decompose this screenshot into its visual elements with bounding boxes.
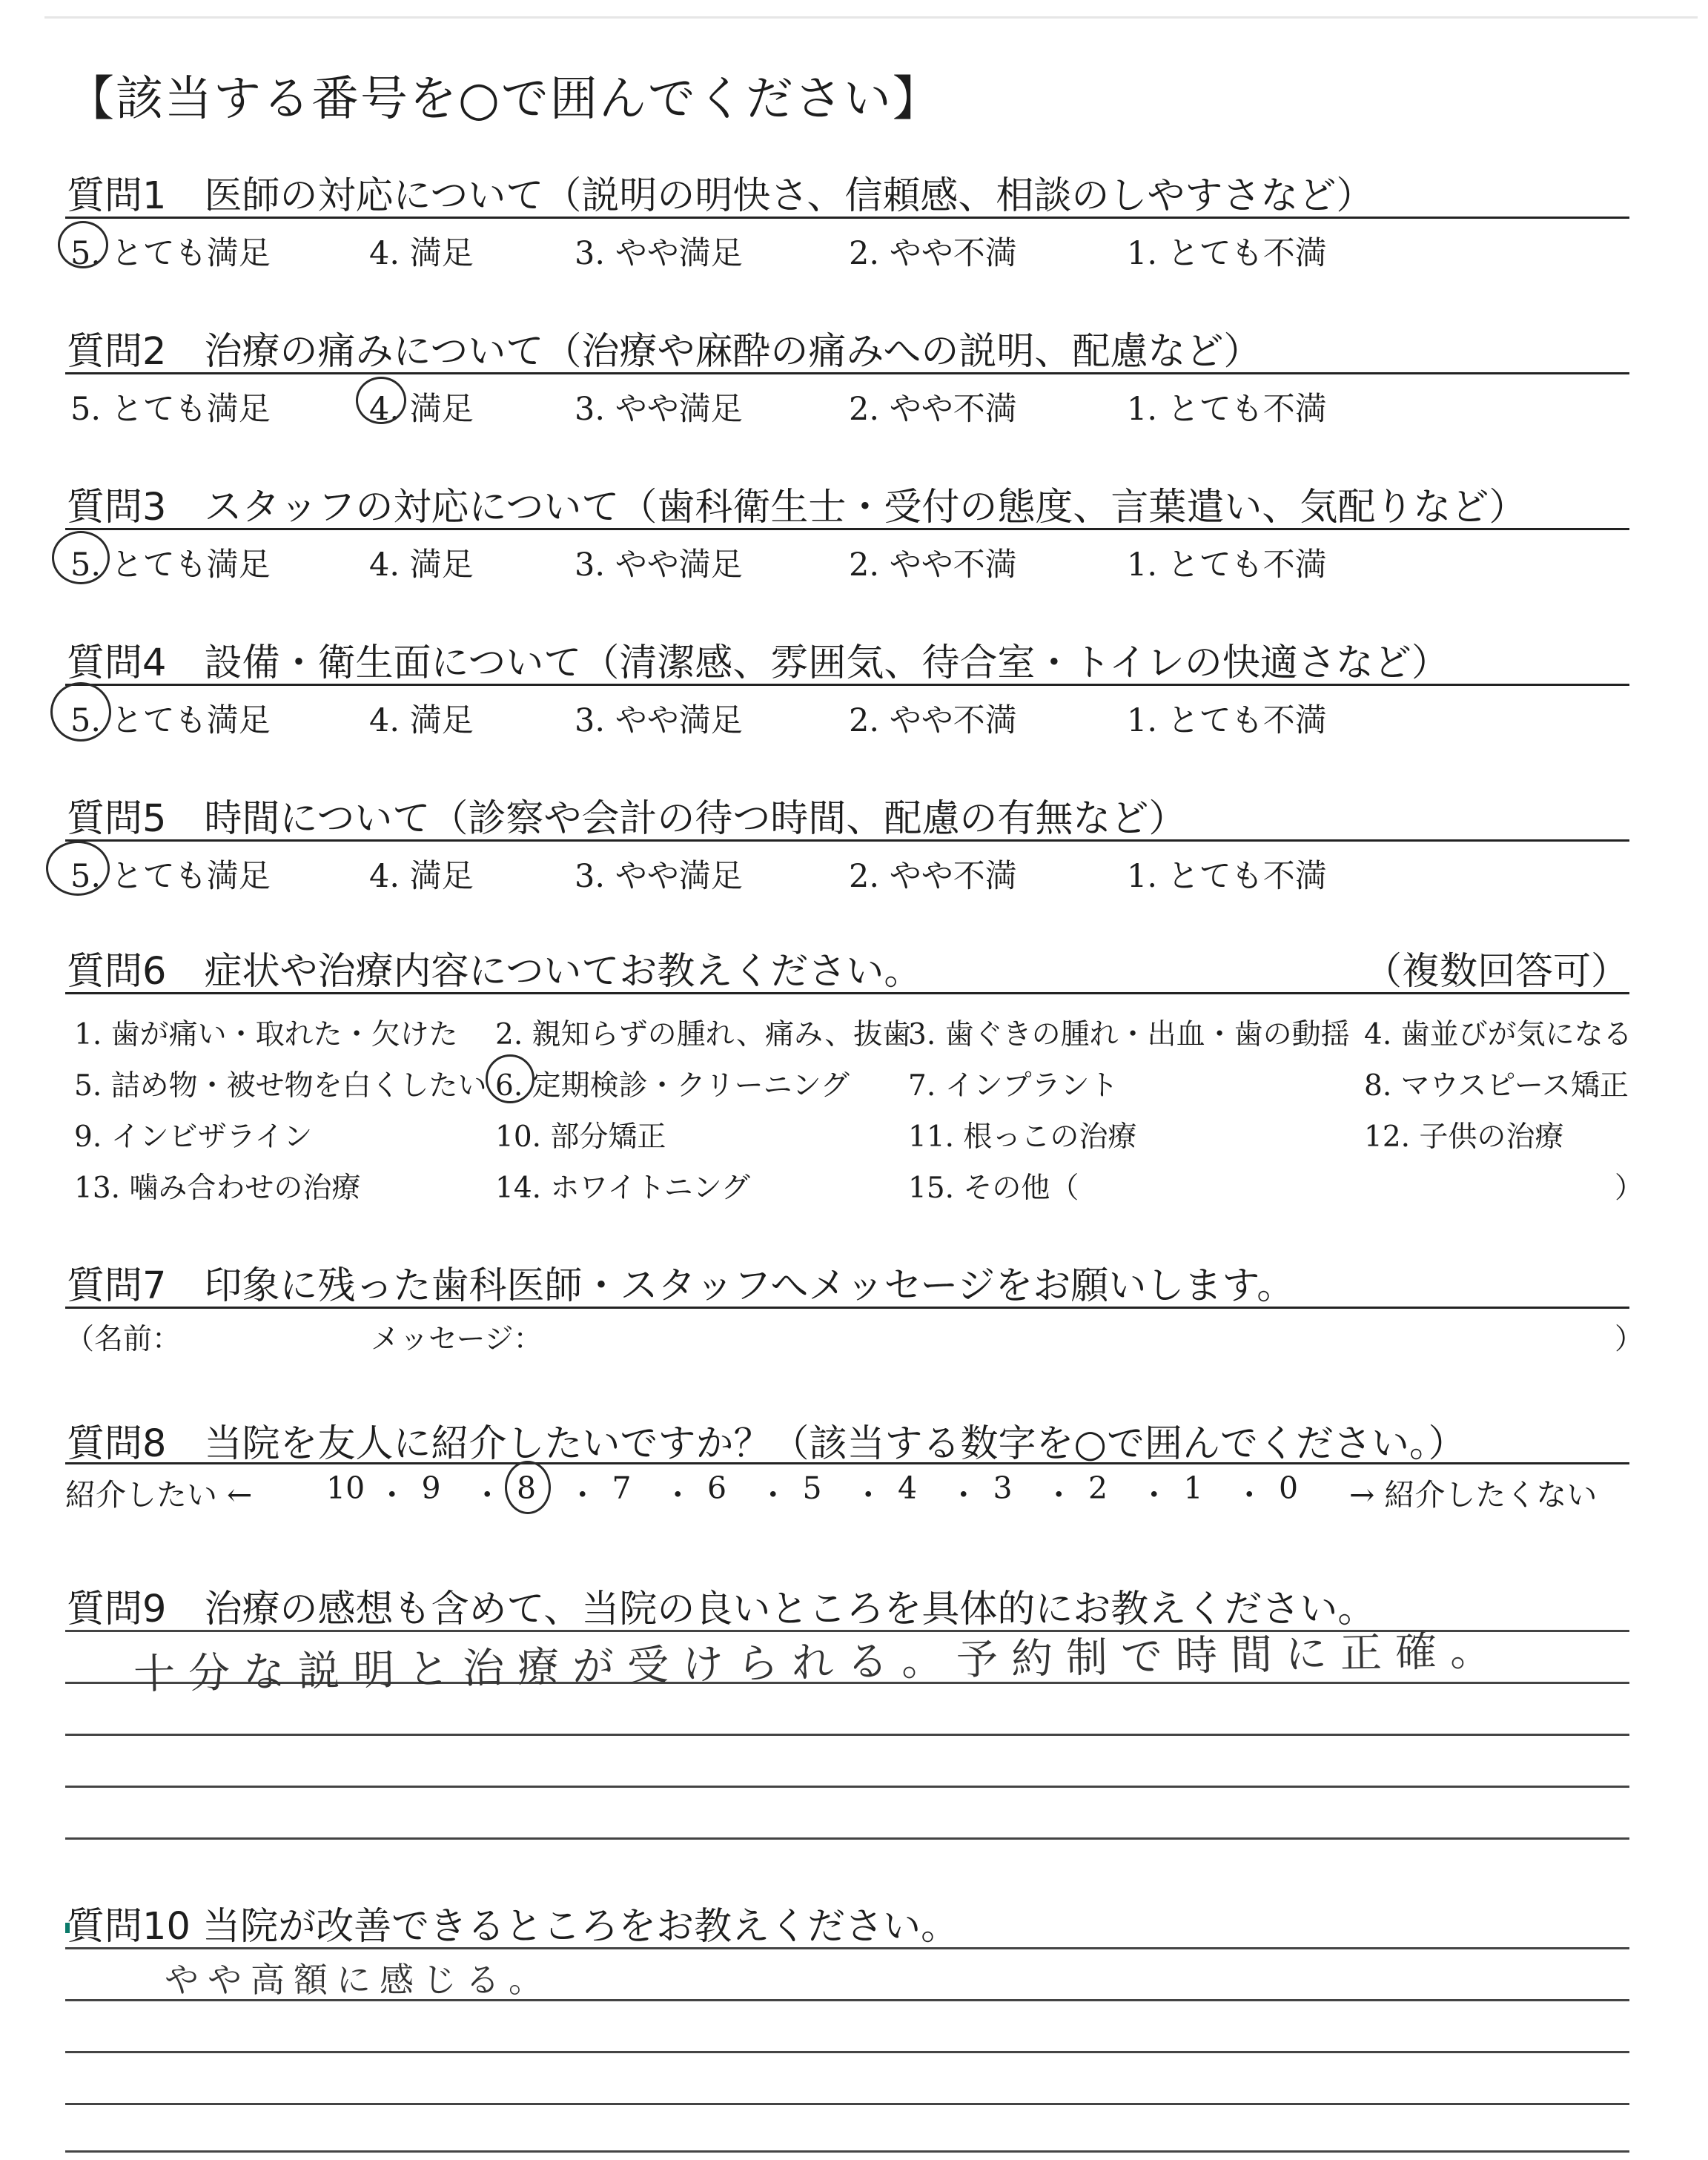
q10-line-5 (65, 2150, 1629, 2153)
question-4-rule (65, 684, 1629, 686)
q3-option-1[interactable]: 1. とても不満 (1127, 546, 1327, 584)
q7-message-label: メッセージ： (371, 1323, 543, 1356)
q8-selection-circle (505, 1461, 551, 1514)
q8-scale-separator: ・ (948, 1477, 979, 1513)
question-5-title: 質問5 時間について（診察や会計の待つ時間、配慮の有無など） (67, 797, 1187, 841)
q6-option-10[interactable]: 10. 部分矯正 (495, 1120, 666, 1154)
q2-option-3[interactable]: 3. やや満足 (575, 391, 743, 428)
top-edge (44, 16, 1698, 19)
question-3-title: 質問3 スタッフの対応について（歯科衛生士・受付の態度、言葉遣い、気配りなど） (67, 486, 1527, 529)
question-8-title: 質問8 当院を友人に紹介したいですか？（該当する数字を○で囲んでください。） (67, 1422, 1466, 1466)
q6-option-5[interactable]: 5. 詰め物・被せ物を白くしたい (74, 1069, 487, 1103)
q5-option-3[interactable]: 3. やや満足 (575, 858, 743, 895)
q6-other-close-paren: ） (1615, 1172, 1644, 1205)
question-5-rule (65, 839, 1629, 842)
question-6-title: 質問6 症状や治療内容についてお教えください。 (67, 950, 922, 994)
q6-option-2[interactable]: 2. 親知らずの腫れ、痛み、抜歯 (495, 1018, 912, 1051)
question-2-rule (65, 372, 1629, 374)
q3-option-5[interactable]: 5. とても満足 (70, 546, 271, 584)
q2-option-5[interactable]: 5. とても満足 (70, 391, 271, 428)
q8-scale-separator: ・ (1234, 1477, 1265, 1513)
q6-option-8[interactable]: 8. マウスピース矯正 (1364, 1069, 1629, 1103)
q8-scale-9[interactable]: 9 (421, 1470, 441, 1506)
question-6-note: （複数回答可） (1364, 950, 1629, 994)
q8-scale-0[interactable]: 0 (1279, 1470, 1299, 1506)
question-1-rule (65, 217, 1629, 219)
q2-option-4[interactable]: 4. 満足 (369, 391, 474, 428)
q8-scale-separator: ・ (758, 1477, 789, 1513)
q6-option-9[interactable]: 9. インビザライン (74, 1120, 313, 1154)
q8-scale-separator: ・ (567, 1477, 598, 1513)
question-6-rule (65, 992, 1629, 994)
q8-scale-separator: ・ (1139, 1477, 1170, 1513)
q8-scale-8[interactable]: 8 (517, 1470, 537, 1506)
q6-option-7[interactable]: 7. インプラント (908, 1069, 1119, 1103)
q6-option-15[interactable]: 15. その他（ (908, 1172, 1079, 1205)
q3-selection-circle (52, 531, 110, 584)
q5-selection-circle (46, 841, 110, 896)
q8-scale-separator: ・ (471, 1477, 503, 1513)
q8-scale-3[interactable]: 3 (993, 1470, 1013, 1506)
question-1-title: 質問1 医師の対応について（説明の明快さ、信頼感、相談のしやすさなど） (67, 174, 1374, 218)
q1-selection-circle (58, 221, 108, 268)
q5-option-2[interactable]: 2. やや不満 (849, 858, 1017, 895)
q9-handwritten-answer: 十分な説明と治療が受けられる。予約制で時間に正確。 (133, 1626, 1506, 1700)
q6-option-11[interactable]: 11. 根っこの治療 (908, 1120, 1137, 1154)
question-7-rule (65, 1307, 1629, 1309)
q2-selection-circle (356, 377, 406, 424)
q8-scale-5[interactable]: 5 (802, 1470, 822, 1506)
q4-option-2[interactable]: 2. やや不満 (849, 702, 1017, 739)
q10-line-3 (65, 2051, 1629, 2053)
question-4-title: 質問4 設備・衛生面について（清潔感、雰囲気、待合室・トイレの快適さなど） (67, 641, 1449, 685)
question-8-rule (65, 1462, 1629, 1464)
q3-option-3[interactable]: 3. やや満足 (575, 546, 743, 584)
q10-line-4 (65, 2103, 1629, 2105)
q3-option-4[interactable]: 4. 満足 (369, 546, 474, 584)
q4-option-5[interactable]: 5. とても満足 (70, 702, 271, 739)
q10-line-1 (65, 1947, 1629, 1949)
q10-handwritten-answer: やや高額に感じる。 (165, 1960, 552, 2000)
q8-right-label: → 紹介したくない (1349, 1477, 1598, 1513)
q6-option-12[interactable]: 12. 子供の治療 (1364, 1120, 1564, 1154)
q2-option-2[interactable]: 2. やや不満 (849, 391, 1017, 428)
q6-option-6[interactable]: 6. 定期検診・クリーニング (495, 1069, 850, 1103)
q6-option-13[interactable]: 13. 噛み合わせの治療 (74, 1172, 361, 1205)
q8-scale-6[interactable]: 6 (707, 1470, 727, 1506)
q8-scale-separator: ・ (853, 1477, 884, 1513)
q1-option-5[interactable]: 5. とても満足 (70, 235, 271, 272)
q8-left-label: 紹介したい ← (65, 1477, 253, 1513)
q8-scale-separator: ・ (377, 1477, 408, 1513)
q6-option-1[interactable]: 1. 歯が痛い・取れた・欠けた (74, 1018, 458, 1051)
q3-option-2[interactable]: 2. やや不満 (849, 546, 1017, 584)
q9-line-4 (65, 1786, 1629, 1788)
q1-option-4[interactable]: 4. 満足 (369, 235, 474, 272)
question-3-rule (65, 528, 1629, 530)
q1-option-2[interactable]: 2. やや不満 (849, 235, 1017, 272)
q6-option-4[interactable]: 4. 歯並びが気になる (1364, 1018, 1632, 1051)
q8-scale-separator: ・ (662, 1477, 693, 1513)
page-header: 【該当する番号を○で囲んでください】 (67, 72, 941, 127)
q6-option-3[interactable]: 3. 歯ぐきの腫れ・出血・歯の動揺 (908, 1018, 1350, 1051)
q4-option-3[interactable]: 3. やや満足 (575, 702, 743, 739)
q7-name-label: （名前： (65, 1323, 182, 1356)
q8-scale-1[interactable]: 1 (1183, 1470, 1203, 1506)
q1-option-1[interactable]: 1. とても不満 (1127, 235, 1327, 272)
q5-option-1[interactable]: 1. とても不満 (1127, 858, 1327, 895)
q4-selection-circle (50, 682, 111, 742)
q8-scale-10[interactable]: 10 (326, 1470, 365, 1506)
question-9-title: 質問9 治療の感想も含めて、当院の良いところを具体的にお教えください。 (67, 1588, 1376, 1631)
q6-selection-circle (486, 1054, 534, 1103)
q8-scale-2[interactable]: 2 (1088, 1470, 1108, 1506)
q2-option-1[interactable]: 1. とても不満 (1127, 391, 1327, 428)
q5-option-5[interactable]: 5. とても満足 (70, 858, 271, 895)
q6-option-14[interactable]: 14. ホワイトニング (495, 1172, 750, 1205)
question-2-title: 質問2 治療の痛みについて（治療や麻酔の痛みへの説明、配慮など） (67, 330, 1262, 374)
q8-scale-7[interactable]: 7 (612, 1470, 632, 1506)
q5-option-4[interactable]: 4. 満足 (369, 858, 474, 895)
q9-line-3 (65, 1734, 1629, 1736)
question-7-title: 質問7 印象に残った歯科医師・スタッフへメッセージをお願いします。 (67, 1264, 1295, 1308)
q8-scale-4[interactable]: 4 (898, 1470, 918, 1506)
q1-option-3[interactable]: 3. やや満足 (575, 235, 743, 272)
q9-line-5 (65, 1837, 1629, 1840)
q7-close-paren: ） (1615, 1323, 1644, 1356)
q4-option-4[interactable]: 4. 満足 (369, 702, 474, 739)
q4-option-1[interactable]: 1. とても不満 (1127, 702, 1327, 739)
question-10-title: 質問10 当院が改善できるところをお教えください。 (67, 1905, 959, 1949)
q8-scale-separator: ・ (1043, 1477, 1074, 1513)
